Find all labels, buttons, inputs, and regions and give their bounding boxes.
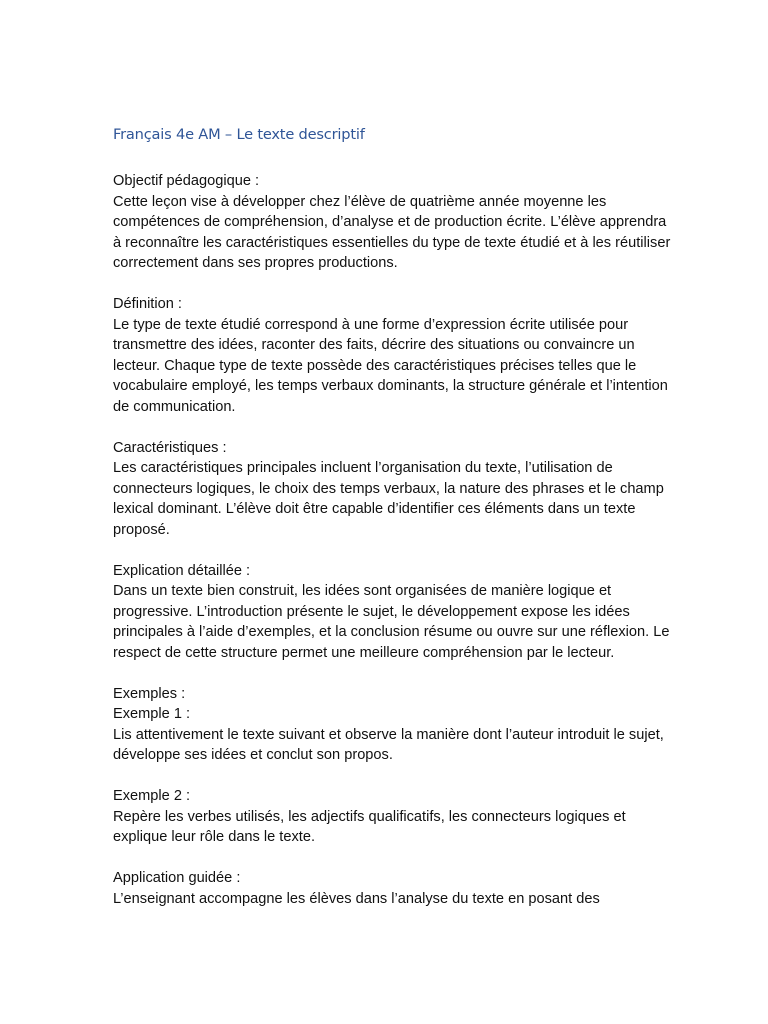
section-body: Cette leçon vise à développer chez l’élève de quatrième année moyenne les compétences de compréhension, d’analyse et de production écrite. L’élève apprendra à reconnaître les caractéristiques essentielles du type de texte étudié et à les réutiliser correctement dans ses propres productions. [113,193,671,271]
section-exemple-2 [113,786,673,848]
section-body: Repère les verbes utilisés, les adjectifs qualificatifs, les connecteurs logiques et explique leur rôle dans le texte. [113,808,626,845]
section-heading: Objectif pédagogique : [113,173,260,189]
section-heading: Exemples : [113,685,186,702]
document-title: Français 4e AM – Le texte descriptif [113,126,365,143]
section-heading: Caractéristiques : [113,439,227,456]
section-subheading: Exemple 1 : [113,706,191,722]
section-body: Le type de texte étudié correspond à une forme d’expression écrite utilisée pour transmettre des idées, raconter des faits, décrire des situations ou convaincre un lecteur. Chaque type de texte possède des caractéristiques précises telles que le vocabulaire employé, les temps verbaux dominants, la structure générale et l’intention de communication. [113,316,668,415]
section-explication [113,561,673,664]
section-heading: Définition : [113,296,182,312]
section-heading: Explication détaillée : [113,562,251,579]
section-body: Dans un texte bien construit, les idées sont organisées de manière logique et progressive. L’introduction présente le sujet, le développement expose les idées principales à l’aide d’exemples, et la conclusion résume ou ouvre sur une réflexion. Le respect de cette structure permet une meilleure compréhension par le lecteur. [113,583,670,661]
section-heading: Application guidée : [113,870,241,886]
section-heading: Exemple 2 : [113,788,191,804]
section-definition [113,294,673,417]
section-body: Les caractéristiques principales incluent l’organisation du texte, l’utilisation de connecteurs logiques, le choix des temps verbaux, la nature des phrases et le champ lexical dominant. L’élève doit être capable d’identifier ces éléments dans un texte proposé. [113,460,664,538]
section-application [113,868,673,909]
section-body: L’enseignant accompagne les élèves dans l’analyse du texte en posant des [113,890,600,907]
section-caracteristiques [113,438,673,541]
section-body: Lis attentivement le texte suivant et observe la manière dont l’auteur introduit le sujet, développe ses idées et conclut son propos. [113,726,664,763]
section-objectif [113,171,673,274]
document-page [113,123,673,930]
section-exemples [113,684,673,766]
